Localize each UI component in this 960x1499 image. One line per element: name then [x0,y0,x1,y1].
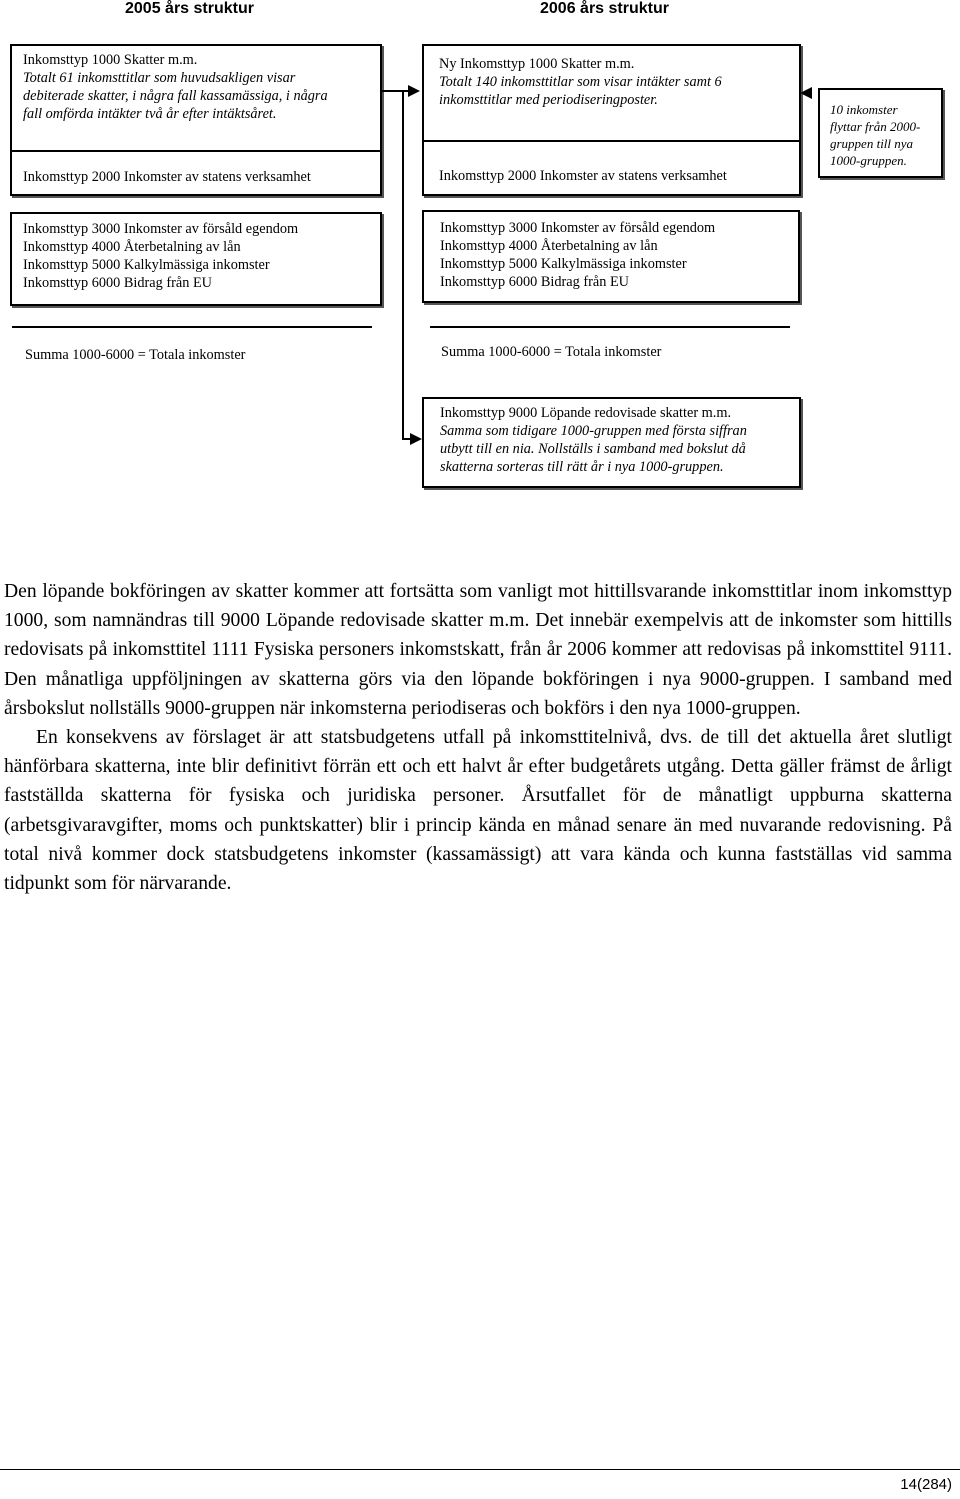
box-type-2000: Inkomsttyp 2000 Inkomster av statens verksamhet [439,168,727,184]
box-title: Ny Inkomsttyp 1000 Skatter m.m. [439,56,635,72]
box-desc-line: Totalt 61 inkomsttitlar som huvudsakligen visar [23,70,296,86]
box-desc-line: fall omförda intäkter två år efter intäktsåret. [23,106,277,122]
note-line: 1000-gruppen. [830,153,907,168]
box-title: Inkomsttyp 9000 Löpande redovisade skatter m.m. [440,405,732,421]
box-2005-type-1000-2000 [10,44,382,196]
box-line: Inkomsttyp 6000 Bidrag från EU [440,274,630,290]
note-box-moved-items [818,88,943,178]
box-title: Inkomsttyp 1000 Skatter m.m. [23,52,198,68]
box-2006-type-9000 [422,397,801,488]
box-desc-line: Samma som tidigare 1000-gruppen med första siffran [440,423,747,439]
connector-line [382,90,404,92]
box-divider [424,140,799,142]
box-divider [12,150,380,152]
box-type-2000: Inkomsttyp 2000 Inkomster av statens verksamhet [23,169,311,185]
box-line: Inkomsttyp 5000 Kalkylmässiga inkomster [440,256,687,272]
summa-2006: Summa 1000-6000 = Totala inkomster [441,344,662,360]
header-2005: 2005 års struktur [125,0,254,17]
header-2006: 2006 års struktur [540,0,669,17]
note-line: 10 inkomster [830,102,898,117]
box-line: Inkomsttyp 3000 Inkomster av försåld egendom [23,221,299,237]
paragraph: Den löpande bokföringen av skatter kommer att fortsätta som vanligt mot hittillsvarande inkomsttitlar inom inkomsttyp 1000, som namnändras till 9000 Löpande redovisade skatter m.m. Det innebär exempelvis att de inkomster som hittills redovisats på inkomsttitel 1111 Fysiska personers inkomstskatt, från år 2006 kommer att redovisas på inkomsttitel 9111. Den månatliga uppföljningen av skatterna görs via den löpande bokföringen i nya 9000-gruppen. I samband med årsbokslut nollställs 9000-gruppen när inkomsterna periodiseras och bokförs i den nya 1000-gruppen. [4,581,952,719]
connector-line [402,90,404,440]
box-line: Inkomsttyp 3000 Inkomster av försåld egendom [440,220,716,236]
box-desc-line: skatterna sorteras till rätt år i nya 1000-gruppen. [440,459,724,475]
box-line: Inkomsttyp 4000 Återbetalning av lån [440,238,658,254]
paragraph: En konsekvens av förslaget är att statsbudgetens utfall på inkomsttitelnivå, dvs. de till det aktuella året slutligt hänförbara skatterna, inte blir definitivt förrän ett och ett halvt år efter budgetårets utgång. Detta gäller främst de årligt fastställda skatterna för fysiska och juridiska personer. Årsutfallet för de månatligt uppburna skatterna (arbetsgivaravgifter, moms och punktskatter) blir i princip kända en månad senare än med nuvarande redovisning. På total nivå kommer dock statsbudgetens inkomster (kassamässigt) att vara kända och kunna fastställas vid samma tidpunkt som för närvarande. [4,727,952,895]
note-line: flyttar från 2000- [830,119,921,134]
arrow-left-icon [800,87,812,99]
summa-rule [12,326,372,328]
box-2006-type-3000-6000 [422,210,800,303]
box-line: Inkomsttyp 5000 Kalkylmässiga inkomster [23,257,270,273]
box-line: Inkomsttyp 6000 Bidrag från EU [23,275,213,291]
box-desc-line: inkomsttitlar med periodiseringposter. [439,92,658,108]
note-line: gruppen till nya [830,136,914,151]
box-2006-type-1000-2000 [422,44,801,196]
summa-2005: Summa 1000-6000 = Totala inkomster [25,347,246,363]
arrow-right-icon [410,433,422,445]
box-line: Inkomsttyp 4000 Återbetalning av lån [23,239,241,255]
connector-line [402,438,410,440]
box-desc-line: debiterade skatter, i några fall kassamässiga, i några [23,88,328,104]
arrow-right-icon [408,85,420,97]
body-text [4,577,952,898]
box-2005-type-3000-6000 [10,212,382,306]
summa-rule [430,326,790,328]
page-number: 14(284) [900,1476,952,1493]
box-desc-line: Totalt 140 inkomsttitlar som visar intäkter samt 6 [439,74,722,90]
box-desc-line: utbytt till en nia. Nollställs i samband med bokslut då [440,441,746,457]
footer-rule [0,1469,960,1470]
